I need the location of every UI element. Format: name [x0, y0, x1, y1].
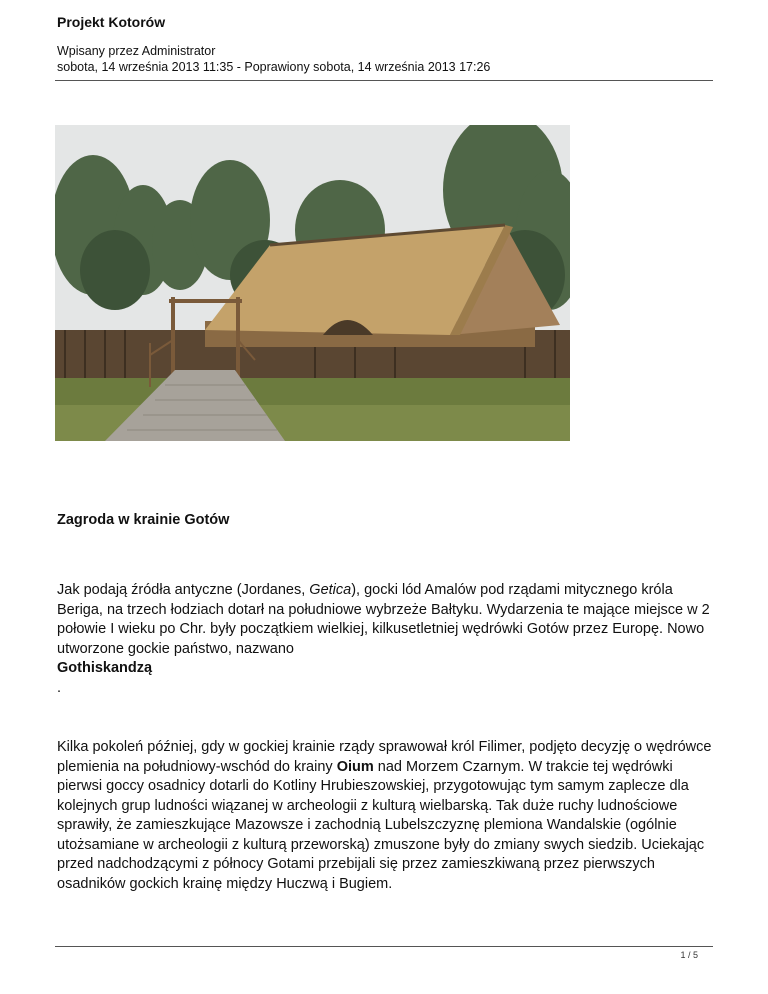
footer-divider	[55, 946, 713, 947]
p1-bold-term: Gothiskandzą	[57, 660, 153, 676]
p2-text-2: nad Morzem Czarnym. W trakcie tej wędrówki pierwsi goccy osadnicy dotarli do Kotliny Hrubieszowskiej, przygotowując tym samym zaplecze dla kolejnych grup ludności wiązanej w archeologii z kulturą wielbarską. Tak duże ruchy ludnościowe sprawiły, że zamieszkujące Mazowsze i zachodnią Lubelszczyznę plemiona Wandalskie (ogólnie utożsamiane w archeologii z kulturą przeworską) zmuszone były do zmiany swych siedzib. Uciekając przed nadchodzącymi z północy Gotami przebijali się przez zamieszkiwaną przez pierwszych osadników gockich krainę między Huczwą i Bugiem.	[57, 758, 705, 892]
site-title: Projekt Kotorów	[57, 14, 166, 30]
date-line: sobota, 14 września 2013 11:35 - Poprawiony sobota, 14 września 2013 17:26	[57, 60, 491, 74]
p1-text-1: Jak podają źródła antyczne (Jordanes,	[57, 582, 310, 598]
paragraph-2	[57, 738, 717, 894]
paragraph-1	[57, 581, 717, 698]
p2-text-1: Kilka pokoleń później, gdy w gockiej krainie rządy sprawował król Filimer, podjęto decyzję o wędrówce plemienia na południowy-wschód do krainy	[57, 739, 712, 775]
article-heading: Zagroda w krainie Gotów	[57, 512, 230, 528]
p2-bold-term: Oium	[336, 758, 374, 775]
p1-end: .	[57, 679, 62, 696]
p1-emphasis: Getica	[309, 582, 352, 598]
p1-text-2: ), gocki lód Amalów pod rządami mitycznego króla Beriga, na trzech łodziach dotarł na południowe wybrzeże Bałtyku. Wydarzenia te mające miejsce w 2 połowie I wieku po Chr. były początkiem wielkiej, kilkusetletniej wędrówki Gotów przez Europę. Nowo utworzone gockie państwo, nazwano	[57, 582, 710, 657]
header-divider	[55, 80, 713, 81]
page-number: 1 / 5	[680, 950, 698, 960]
author-line: Wpisany przez Administrator	[57, 44, 216, 58]
article-photo	[55, 125, 570, 441]
